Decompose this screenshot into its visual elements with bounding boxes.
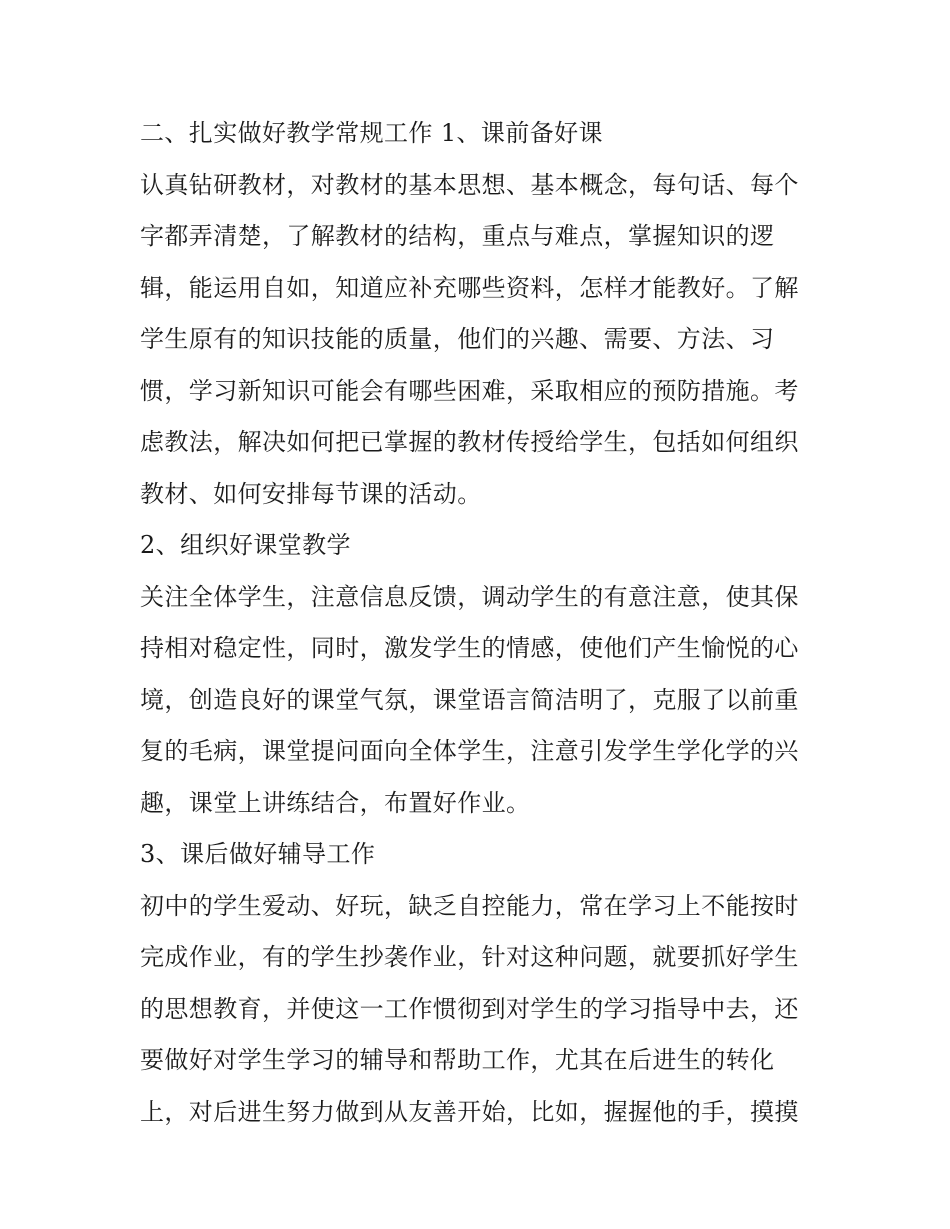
paragraph-line: 的思想教育，并使这一工作惯彻到对学生的学习指导中去，还 — [140, 994, 799, 1023]
paragraph-line: 辑，能运用自如，知道应补充哪些资料，怎样才能教好。了解 — [140, 273, 799, 302]
paragraph-line: 要做好对学生学习的辅导和帮助工作，尤其在后进生的转化 — [140, 1046, 775, 1074]
paragraph-line: 字都弄清楚，了解教材的结构，重点与难点，掌握知识的逻 — [140, 222, 775, 250]
document-body — [140, 108, 812, 1138]
paragraph-line: 复的毛病，课堂提问面向全体学生，注意引发学生学化学的兴 — [140, 737, 799, 765]
paragraph-line: 上，对后进生努力做到从友善开始，比如，握握他的手，摸摸 — [140, 1097, 799, 1126]
paragraph-line: 关注全体学生，注意信息反馈，调动学生的有意注意，使其保 — [140, 582, 799, 611]
section-heading-after-class-tutoring: 3、课后做好辅导工作 — [140, 840, 376, 868]
paragraph-line: 认真钻研教材，对教材的基本思想、基本概念，每句话、每个 — [140, 170, 799, 199]
section-heading-routine-work: 二、扎实做好教学常规工作 1、课前备好课 — [140, 119, 603, 147]
paragraph-line: 完成作业，有的学生抄袭作业，针对这种问题，就要抓好学生 — [140, 943, 799, 971]
paragraph-line: 初中的学生爱动、好玩，缺乏自控能力，常在学习上不能按时 — [140, 891, 799, 920]
paragraph-line: 趣，课堂上讲练结合，布置好作业。 — [140, 788, 531, 817]
paragraph-line: 教材、如何安排每节课的活动。 — [140, 479, 482, 508]
paragraph-line: 虑教法，解决如何把已掌握的教材传授给学生，包括如何组织 — [140, 428, 799, 456]
paragraph-line: 持相对稳定性，同时，激发学生的情感，使他们产生愉悦的心 — [140, 634, 799, 662]
paragraph-line: 境，创造良好的课堂气氛，课堂语言简洁明了，克服了以前重 — [140, 685, 799, 714]
paragraph-line: 学生原有的知识技能的质量，他们的兴趣、需要、方法、习 — [140, 325, 775, 353]
paragraph-line: 惯，学习新知识可能会有哪些困难，采取相应的预防措施。考 — [140, 376, 799, 405]
section-heading-classroom-teaching: 2、组织好课堂教学 — [140, 531, 351, 559]
